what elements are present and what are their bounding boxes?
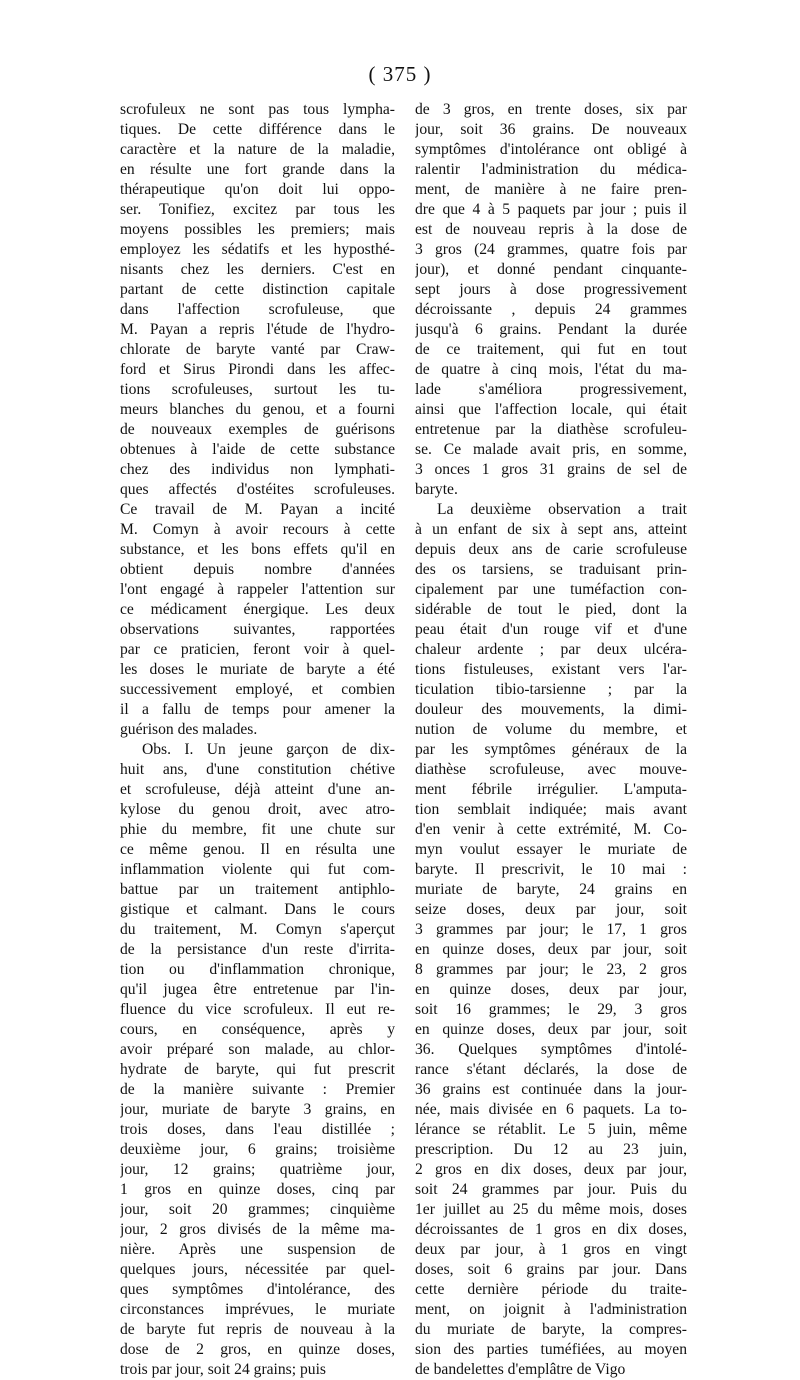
text-line: tions scrofuleuses, surtout les tu- [120,381,395,398]
text-line: ser. Tonifiez, excitez par tous les [120,201,395,218]
text-line: ford et Sirus Pirondi dans les affec- [120,361,395,378]
text-line: 1 gros en quinze doses, cinq par [120,1181,395,1198]
text-line: jour, 2 gros divisés de la même ma- [120,1221,395,1238]
text-line: à un enfant de six à sept ans, atteint [415,521,687,538]
text-line: jour, muriate de baryte 3 grains, en [120,1101,395,1118]
text-line: jour, soit 36 grains. De nouveaux [415,121,687,138]
text-line: 36 grains est continuée dans la jour- [415,1081,687,1098]
paragraph [120,740,395,1380]
text-line: Ce travail de M. Payan a incité [120,501,395,518]
text-line: tion semblait indiquée; mais avant [415,801,687,818]
text-line: entretenue par la diathèse scrofuleu- [415,421,687,438]
text-line: quelques jours, nécessitée par quel- [120,1261,395,1278]
paragraph [120,100,395,740]
text-line: myn voulut essayer le muriate de [415,841,687,858]
text-line: moyens possibles les premiers; mais [120,221,395,238]
text-line: de quatre à cinq mois, l'état du ma- [415,361,687,378]
text-line: 3 onces 1 gros 31 grains de sel de [415,461,687,478]
text-line: jour), et donné pendant cinquante- [415,261,687,278]
text-line: cours, en conséquence, après y [120,1021,395,1038]
text-line: 8 grammes par jour; le 23, 2 gros [415,961,687,978]
text-line: Obs. I. Un jeune garçon de dix- [142,741,395,758]
text-line: jour, soit 20 grammes; cinquième [120,1201,395,1218]
text-line: ment, de manière à ne faire pren- [415,181,687,198]
text-line: meurs blanches du genou, et a fourni [120,401,395,418]
text-line: dre que 4 à 5 paquets par jour ; puis il [415,201,687,218]
text-line: symptômes d'intolérance ont obligé à [415,141,687,158]
text-line: chez des individus non lymphati- [120,461,395,478]
text-line: par ce praticien, feront voir à quel- [120,641,395,658]
text-line: successivement employé, et combien [120,681,395,698]
text-line: depuis deux ans de carie scrofuleuse [415,541,687,558]
text-line: en quinze doses, deux par jour, soit [415,1021,687,1038]
text-line: ce même genou. Il en résulta une [120,841,395,858]
text-line: du muriate de baryte, la compres- [415,1321,687,1338]
text-line: ainsi que l'affection locale, qui était [415,401,687,418]
text-line: baryte. Il prescrivit, le 10 mai : [415,861,687,878]
text-line: chlorate de baryte vanté par Craw- [120,341,395,358]
text-line: obtient depuis nombre d'années [120,561,395,578]
text-line: ques symptômes d'intolérance, des [120,1281,395,1298]
text-line: baryte. [415,481,458,498]
text-line: lade s'améliora progressivement, [415,381,687,398]
text-line: décroissante , depuis 24 grammes [415,301,687,318]
text-line: fluence du vice scrofuleux. Il eut re- [120,1001,395,1018]
text-line: obtenues à l'aide de cette substance [120,441,395,458]
text-line: tions fistuleuses, existant vers l'ar- [415,661,687,678]
text-line: les doses le muriate de baryte a été [120,661,395,678]
text-line: inflammation violente qui fut com- [120,861,395,878]
text-line: lérance se rétablit. Le 5 juin, même [415,1121,687,1138]
paragraph [415,100,687,500]
text-line: huit ans, d'une constitution chétive [120,761,395,778]
text-line: doses, soit 6 grains par jour. Dans [415,1261,687,1278]
text-line: des os tarsiens, se traduisant prin- [415,561,687,578]
text-line: il a fallu de temps pour amener la [120,701,395,718]
text-line: cette dernière période du traite- [415,1281,687,1298]
text-line: de la manière suivante : Premier [120,1081,395,1098]
right-column [415,100,687,1380]
text-line: M. Payan a repris l'étude de l'hydro- [120,321,395,338]
page-number: ( 375 ) [368,62,432,86]
text-line: nisants chez les derniers. C'est en [120,261,395,278]
text-line: ment fébrile irrégulier. L'amputa- [415,781,687,798]
text-line: sept jours à dose progressivement [415,281,687,298]
text-line: trois doses, dans l'eau distillée ; [120,1121,395,1138]
text-line: sidérable de tout le pied, dont la [415,601,687,618]
text-line: 1er juillet au 25 du même mois, doses [415,1201,687,1218]
text-line: 3 grammes par jour; le 17, 1 gros [415,921,687,938]
text-line: tion ou d'inflammation chronique, [120,961,395,978]
text-line: soit 16 grammes; le 29, 3 gros [415,1001,687,1018]
text-line: en quinze doses, deux par jour, [415,981,687,998]
text-line: battue par un traitement antiphlo- [120,881,395,898]
text-line: kylose du genou droit, avec atro- [120,801,395,818]
text-line: 3 gros (24 grammes, quatre fois par [415,241,687,258]
text-line: circonstances imprévues, le muriate [120,1301,395,1318]
text-line: peau était d'un rouge vif et d'une [415,621,687,638]
text-line: partant de cette distinction capitale [120,281,395,298]
text-line: est de nouveau repris à la dose de [415,221,687,238]
text-line: ralentir l'administration du médica- [415,161,687,178]
text-line: deuxième jour, 6 grains; troisième [120,1141,395,1158]
text-line: du traitement, M. Comyn s'aperçut [120,921,395,938]
text-line: chaleur ardente ; par deux ulcéra- [415,641,687,658]
text-line: dose de 2 gros, en quinze doses, [120,1341,395,1358]
text-line: scrofuleux ne sont pas tous lympha- [120,101,395,118]
text-line: phie du membre, fit une chute sur [120,821,395,838]
text-line: deux par jour, à 1 gros en vingt [415,1241,687,1258]
paragraph [415,500,687,1380]
text-line: de baryte fut repris de nouveau à la [120,1321,395,1338]
text-line: et scrofuleuse, déjà atteint d'une an- [120,781,395,798]
text-line: par les symptômes généraux de la [415,741,687,758]
text-line: employez les sédatifs et les hyposthé- [120,241,395,258]
text-line: en résulte une fort grande dans la [120,161,395,178]
text-line: de la persistance d'un reste d'irrita- [120,941,395,958]
text-line: La deuxième observation a trait [437,501,687,518]
text-line: rance s'étant déclarés, la dose de [415,1061,687,1078]
text-line: seize doses, deux par jour, soit [415,901,687,918]
text-line: avoir préparé son malade, au chlor- [120,1041,395,1058]
left-column [120,100,395,1380]
text-line: qu'il jugea être entretenue par l'in- [120,981,395,998]
text-line: gistique et calmant. Dans le cours [120,901,395,918]
text-line: ce médicament énergique. Les deux [120,601,395,618]
text-line: nution de volume du membre, et [415,721,687,738]
text-line: diathèse scrofuleuse, avec mouve- [415,761,687,778]
text-line: jusqu'à 6 grains. Pendant la durée [415,321,687,338]
text-line: cipalement par une tuméfaction con- [415,581,687,598]
text-line: tiques. De cette différence dans le [120,121,395,138]
text-line: ment, on joignit à l'administration [415,1301,687,1318]
text-line: en quinze doses, deux par jour, soit [415,941,687,958]
text-line: l'ont engagé à rappeler l'attention sur [120,581,395,598]
text-line: ticulation tibio-tarsienne ; par la [415,681,687,698]
text-line: jour, 12 grains; quatrième jour, [120,1161,395,1178]
text-line: soit 24 grammes par jour. Puis du [415,1181,687,1198]
text-line: nière. Après une suspension de [120,1241,395,1258]
text-line: 36. Quelques symptômes d'intolé- [415,1041,687,1058]
text-line: d'en venir à cette extrémité, M. Co- [415,821,687,838]
text-line: hydrate de baryte, qui fut prescrit [120,1061,395,1078]
text-line: thérapeutique qu'on doit lui oppo- [120,181,395,198]
text-line: prescription. Du 12 au 23 juin, [415,1141,687,1158]
text-line: substance, et les bons effets qu'il en [120,541,395,558]
text-line: 2 gros en dix doses, deux par jour, [415,1161,687,1178]
text-line: observations suivantes, rapportées [120,621,395,638]
text-line: se. Ce malade avait pris, en somme, [415,441,687,458]
text-line: guérison des malades. [120,721,258,738]
text-line: ques affectés d'ostéites scrofuleuses. [120,481,395,498]
text-line: caractère et la nature de la maladie, [120,141,395,158]
text-line: de ce traitement, qui fut en tout [415,341,687,358]
text-line: de bandelettes d'emplâtre de Vigo [415,1361,626,1378]
text-line: décroissantes de 1 gros en dix doses, [415,1221,687,1238]
text-line: dans l'affection scrofuleuse, que [120,301,395,318]
text-line: de nouveaux exemples de guérisons [120,421,395,438]
text-line: douleur des mouvements, la dimi- [415,701,687,718]
text-line: née, mais divisée en 6 paquets. La to- [415,1101,687,1118]
text-line: de 3 gros, en trente doses, six par [415,101,687,118]
text-line: M. Comyn à avoir recours à cette [120,521,395,538]
text-line: muriate de baryte, 24 grains en [415,881,687,898]
text-line: sion des parties tuméfiées, au moyen [415,1341,687,1358]
text-line: trois par jour, soit 24 grains; puis [120,1361,326,1378]
